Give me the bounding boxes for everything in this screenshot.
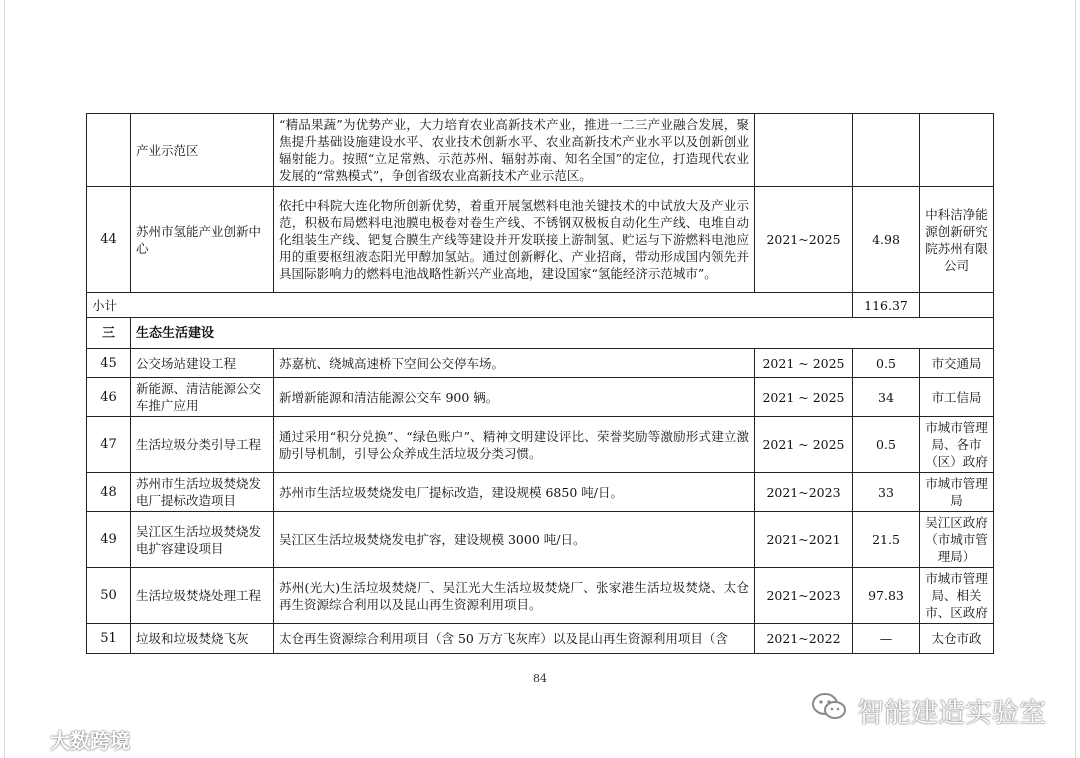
cell-no: 47 [87, 417, 131, 473]
subtotal-row [87, 293, 994, 318]
cell-unit: 太仓市政 [920, 624, 994, 654]
cell-content: 苏州市生活垃圾焚烧发电厂提标改造，建设规模 6850 吨/日。 [274, 473, 755, 512]
page-number: 84 [533, 672, 547, 685]
cell-invest: 0.5 [853, 417, 920, 473]
table-row-46 [87, 378, 994, 417]
cell-year: 2021 ~ 2025 [755, 349, 853, 378]
cell-name: 吴江区生活垃圾焚烧发电扩容建设项目 [131, 512, 274, 568]
watermark-right [811, 692, 1046, 728]
cell-content: 苏州(光大)生活垃圾焚烧厂、吴江光大生活垃圾焚烧厂、张家港生活垃圾焚烧、太仓再生资源综合利用以及昆山再生资源利用项目。 [274, 568, 755, 624]
cell-no: 45 [87, 349, 131, 378]
cell-no: 51 [87, 624, 131, 654]
cell-unit [920, 114, 994, 187]
cell-unit: 市工信局 [920, 378, 994, 417]
table-row-43-continued [87, 114, 994, 187]
cell-name: 公交场站建设工程 [131, 349, 274, 378]
cell-year: 2021 ~ 2025 [755, 378, 853, 417]
chat-bubble-icon [14, 726, 44, 753]
cell-name: 垃圾和垃圾焚烧飞灰 [131, 624, 274, 654]
watermark-left [14, 726, 130, 752]
cell-invest: 4.98 [853, 187, 920, 293]
table-row-45 [87, 349, 994, 378]
cell-year: 2021~2025 [755, 187, 853, 293]
cell-no: 49 [87, 512, 131, 568]
cell-unit [920, 293, 994, 318]
cell-content: 通过采用“积分兑换”、“绿色账户”、精神文明建设评比、荣誉奖励等激励形式建立激励引导机制，引导公众养成生活垃圾分类习惯。 [274, 417, 755, 473]
cell-year: 2021~2023 [755, 473, 853, 512]
page-edge-left [4, 0, 5, 758]
subtotal-label: 小计 [87, 293, 853, 318]
table-row-48 [87, 473, 994, 512]
cell-unit: 市交通局 [920, 349, 994, 378]
cell-name: 新能源、清洁能源公交车推广应用 [131, 378, 274, 417]
cell-unit: 市城市管理局 [920, 473, 994, 512]
cell-invest: 34 [853, 378, 920, 417]
cell-year [755, 114, 853, 187]
cell-name: 产业示范区 [131, 114, 274, 187]
subtotal-invest: 116.37 [853, 293, 920, 318]
cell-content: 依托中科院大连化物所创新优势，着重开展氢燃料电池关键技术的中试放大及产业示范，积极布局燃料电池膜电极卷对卷生产线、不锈钢双极板自动化生产线、电堆自动化组装生产线、钯复合膜生产线等建设并开发联接上游制氢、贮运与下游燃料电池应用的重要枢纽液态阳光甲醇加氢站。通过创新孵化、产业招商，带动形成国内领先并具国际影响力的燃料电池战略性新兴产业高地，建设国家“氢能经济示范城市”。 [274, 187, 755, 293]
watermark-right-text: 智能建造实验室 [857, 697, 1046, 729]
section-title: 生态生活建设 [131, 318, 994, 349]
table-row-51 [87, 624, 994, 654]
cell-name: 苏州市氢能产业创新中心 [131, 187, 274, 293]
wechat-icon [811, 692, 847, 729]
cell-no: 44 [87, 187, 131, 293]
section-number: 三 [87, 318, 131, 349]
section-header-row [87, 318, 994, 349]
cell-content: 新增新能源和清洁能源公交车 900 辆。 [274, 378, 755, 417]
cell-content: 苏嘉杭、绕城高速桥下空间公交停车场。 [274, 349, 755, 378]
cell-unit: 中科洁净能源创新研究院苏州有限公司 [920, 187, 994, 293]
table-row-47 [87, 417, 994, 473]
table-row-49 [87, 512, 994, 568]
project-table [86, 113, 994, 654]
watermark-left-text: 大数跨境 [50, 728, 130, 753]
cell-invest [853, 114, 920, 187]
cell-no: 50 [87, 568, 131, 624]
cell-name: 生活垃圾分类引导工程 [131, 417, 274, 473]
cell-name: 生活垃圾焚烧处理工程 [131, 568, 274, 624]
cell-content: 吴江区生活垃圾焚烧发电扩容，建设规模 3000 吨/日。 [274, 512, 755, 568]
cell-unit: 吴江区政府（市城市管理局） [920, 512, 994, 568]
cell-invest: 21.5 [853, 512, 920, 568]
table-row-50 [87, 568, 994, 624]
table-row-44 [87, 187, 994, 293]
cell-year: 2021~2021 [755, 512, 853, 568]
cell-year: 2021~2022 [755, 624, 853, 654]
cell-content: 太仓再生资源综合利用项目（含 50 万方飞灰库）以及昆山再生资源利用项目（含 [274, 624, 755, 654]
cell-name: 苏州市生活垃圾焚烧发电厂提标改造项目 [131, 473, 274, 512]
page-edge-right [1075, 0, 1076, 758]
cell-no: 46 [87, 378, 131, 417]
cell-invest: — [853, 624, 920, 654]
cell-year: 2021 ~ 2025 [755, 417, 853, 473]
cell-year: 2021~2023 [755, 568, 853, 624]
cell-content: “精品果蔬”为优势产业，大力培育农业高新技术产业，推进一二三产业融合发展，聚焦提升基础设施建设水平、农业技术创新水平、农业高新技术产业水平以及创新创业辐射能力。按照“立足常熟、示范苏州、辐射苏南、知名全国”的定位，打造现代农业发展的“常熟模式”，争创省级农业高新技术产业示范区。 [274, 114, 755, 187]
cell-invest: 0.5 [853, 349, 920, 378]
cell-unit: 市城市管理局、各市（区）政府 [920, 417, 994, 473]
cell-no: 48 [87, 473, 131, 512]
cell-unit: 市城市管理局、相关市、区政府 [920, 568, 994, 624]
cell-invest: 97.83 [853, 568, 920, 624]
cell-invest: 33 [853, 473, 920, 512]
cell-no [87, 114, 131, 187]
